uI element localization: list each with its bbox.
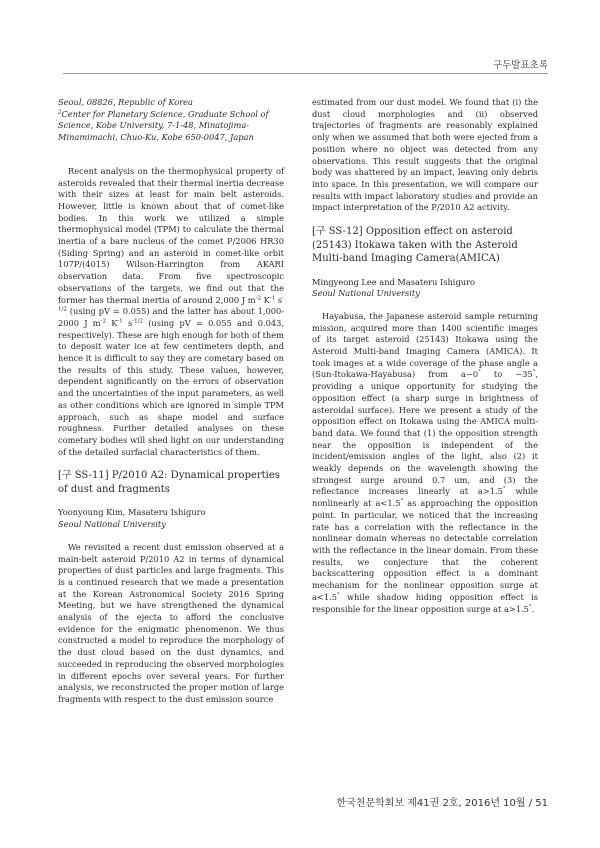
affiliation-line-1: Seoul, 08826, Republic of Korea bbox=[58, 97, 193, 107]
running-header: 구두발표초록 bbox=[492, 60, 548, 71]
ss12-affiliation: Seoul National University bbox=[312, 288, 420, 299]
ss12-title: [구 SS-12] Opposition effect on asteroid (25143) Itokawa taken with the Asteroid Multi-band Imaging Camera(AMICA) bbox=[312, 226, 518, 265]
ss11-affiliation: Seoul National University bbox=[58, 519, 166, 530]
right-column bbox=[312, 97, 538, 615]
ss12-body: Hayabusa, the Japanese asteroid sample returning mission, acquired more than 1400 scientific images of its target asteroid (25143) Itokawa using the Asteroid Multi-band Imaging Camera (AMICA). It took images at a wide coverage of the phase angle a (Sun-Itokawa-Hayabusa) from a~0° to ~35°, providing a unique opportunity for studying the opposition effect (a sharp surge in brightness of asteroidal surface). Here we present a study of the opposition effect on Itokawa using the AMICA multi-band data. We found that (1) the opposition strength near the opposition is independent of the incident/emission angles of the light, also (2) it weakly depends on the wavelength showing the strongest surge around 0.7 um, and (3) the reflectance increases linearly at a>1.5° while nonlinearly at a<1.5° as approaching the opposition point. In particular, we noticed that the increasing rate has a correlation with the reflectance in the nonlinear domain whereas no detectable correlation with the reflectance in the linear domain. From these results, we conjecture that the coherent backscattering opposition effect is a dominant mechanism for the nonlinear opposition surge at a<1.5° while shadow hiding opposition effect is responsible for the linear opposition surge at a>1.5°. bbox=[312, 310, 538, 614]
affiliation-superscript: 2 bbox=[58, 108, 62, 115]
ss11-body-continued: estimated from our dust model. We found that (i) the dust cloud morphologies and (ii) observed trajectories of fragments are reasonably explained only when we assumed that both were ejected from a position where no object was detected from any observations. This result suggests that the original body was shattered by an impact, leaving only debris into space. In this presentation, we will compare our results with impact laboratory studies and provide an impact interpretation of the P/2010 A2 activity. bbox=[312, 97, 538, 213]
ss12-authors: Mingyeong Lee and Masateru Ishiguro bbox=[312, 276, 475, 287]
page-footer: 한국천문학회보 제41권 2호, 2016년 10월 / 51 bbox=[336, 798, 548, 809]
ss11-body: We revisited a recent dust emission observed at a main-belt asteroid P/2010 A2 in terms of dynamical properties of dust particles and large fragments. This is a continued research that we made a presentation at the Korean Astronomical Society 2016 Spring Meeting, but we have strengthened the dynamical analysis of the ejecta to afford the conclusive evidence for the enigmatic phenomenon. We thus constructed a model to reproduce the morphology of the dust cloud based on the dust dynamics, and succeeded in reproducing the observed morphologies in different epochs over several years. For further analysis, we reconstructed the proper motion of large fragments with respect to the dust emission source bbox=[58, 541, 284, 704]
affiliation-line-2: Center for Planetary Science, Graduate School of Science, Kobe University, 7-1-48, Minatojima-Minamimachi, Chuo-Ku, Kobe 650-0047, Japan bbox=[58, 108, 269, 143]
abstract-ss10-body: Recent analysis on the thermophysical property of asteroids revealed that their thermal inertia decrease with their sizes at least for main belt asteroids. However, little is known about that of comet-like bodies. In this work we utilized a simple thermophysical model (TPM) to calculate the thermal inertia of a bare nucleus of the comet P/2006 HR30 (Siding Spring) and an asteroid in comet-like orbit 107P/(4015) Wilson-Harrington from AKARI observation data. From five spectroscopic observations of the targets, we find out that the former has thermal inertia of around 2,000 J $m^{-2}$ $K^{-1}$ $s^{-1/2}$ (using pV = 0.055) and the latter has about 1,000-2000 J $m^{-2}$ $K^{-1}$ $s^{-1/2}$ (using pV = 0.055 and 0.043, respectively). These are high enough for both of them to deposit water ice at few centimeters depth, and hence it is difficult to say they are cometary based on the results of this study. These values, however, dependent significantly on the errors of observation and the uncertainties of the input parameters, as well as other conditions which are ignored in simple TPM approach, such as shape model and surface roughness. Further detailed analyses on these cometary bodies will shed light on our understanding of the detailed surfacial characteristics of them. bbox=[58, 165, 284, 457]
affiliation-block bbox=[58, 97, 284, 144]
ss11-title: [구 SS-11] P/2010 A2: Dynamical properties of dust and fragments bbox=[58, 470, 280, 495]
left-column bbox=[58, 97, 284, 706]
header-divider bbox=[63, 73, 548, 74]
ss11-authors: Yoonyoung Kim, Masateru Ishiguro bbox=[58, 507, 206, 518]
